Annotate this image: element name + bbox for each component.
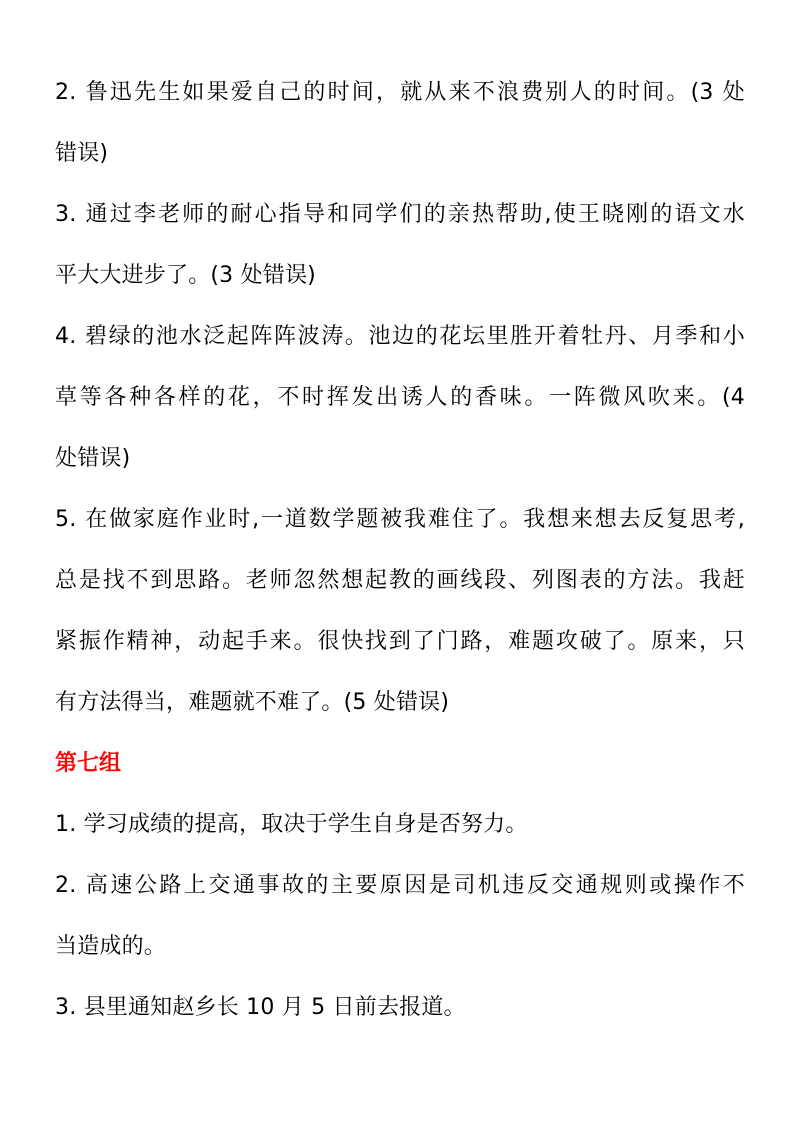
text-line: 4. 碧绿的池水泛起阵阵波涛。池边的花坛里胜开着牡丹、月季和小 — [55, 324, 745, 349]
text-line: 2. 高速公路上交通事故的主要原因是司机违反交通规则或操作不 — [55, 873, 745, 898]
text-line: 当造成的。 — [55, 934, 167, 959]
section-heading: 第七组 — [55, 751, 122, 776]
text-line: 总是找不到思路。老师忽然想起教的画线段、列图表的方法。我赶 — [55, 568, 745, 593]
text-line: 紧振作精神，动起手来。很快找到了门路，难题攻破了。原来，只 — [55, 629, 745, 654]
text-line: 草等各种各样的花，不时挥发出诱人的香味。一阵微风吹来。(4 — [55, 385, 745, 410]
text-line: 5. 在做家庭作业时,一道数学题被我难住了。我想来想去反复思考, — [55, 507, 745, 532]
text-line: 3. 县里通知赵乡长 10 月 5 日前去报道。 — [55, 995, 466, 1020]
text-line: 平大大进步了。(3 处错误) — [55, 263, 316, 288]
text-line: 有方法得当，难题就不难了。(5 处错误) — [55, 690, 450, 715]
text-line: 2. 鲁迅先生如果爱自己的时间，就从来不浪费别人的时间。(3 处 — [55, 80, 745, 105]
text-line: 1. 学习成绩的提高，取决于学生自身是否努力。 — [55, 812, 528, 837]
text-line: 3. 通过李老师的耐心指导和同学们的亲热帮助,使王晓刚的语文水 — [55, 202, 745, 227]
text-line: 处错误) — [55, 446, 131, 471]
document-page — [55, 62, 745, 1038]
text-line: 错误) — [55, 141, 109, 166]
